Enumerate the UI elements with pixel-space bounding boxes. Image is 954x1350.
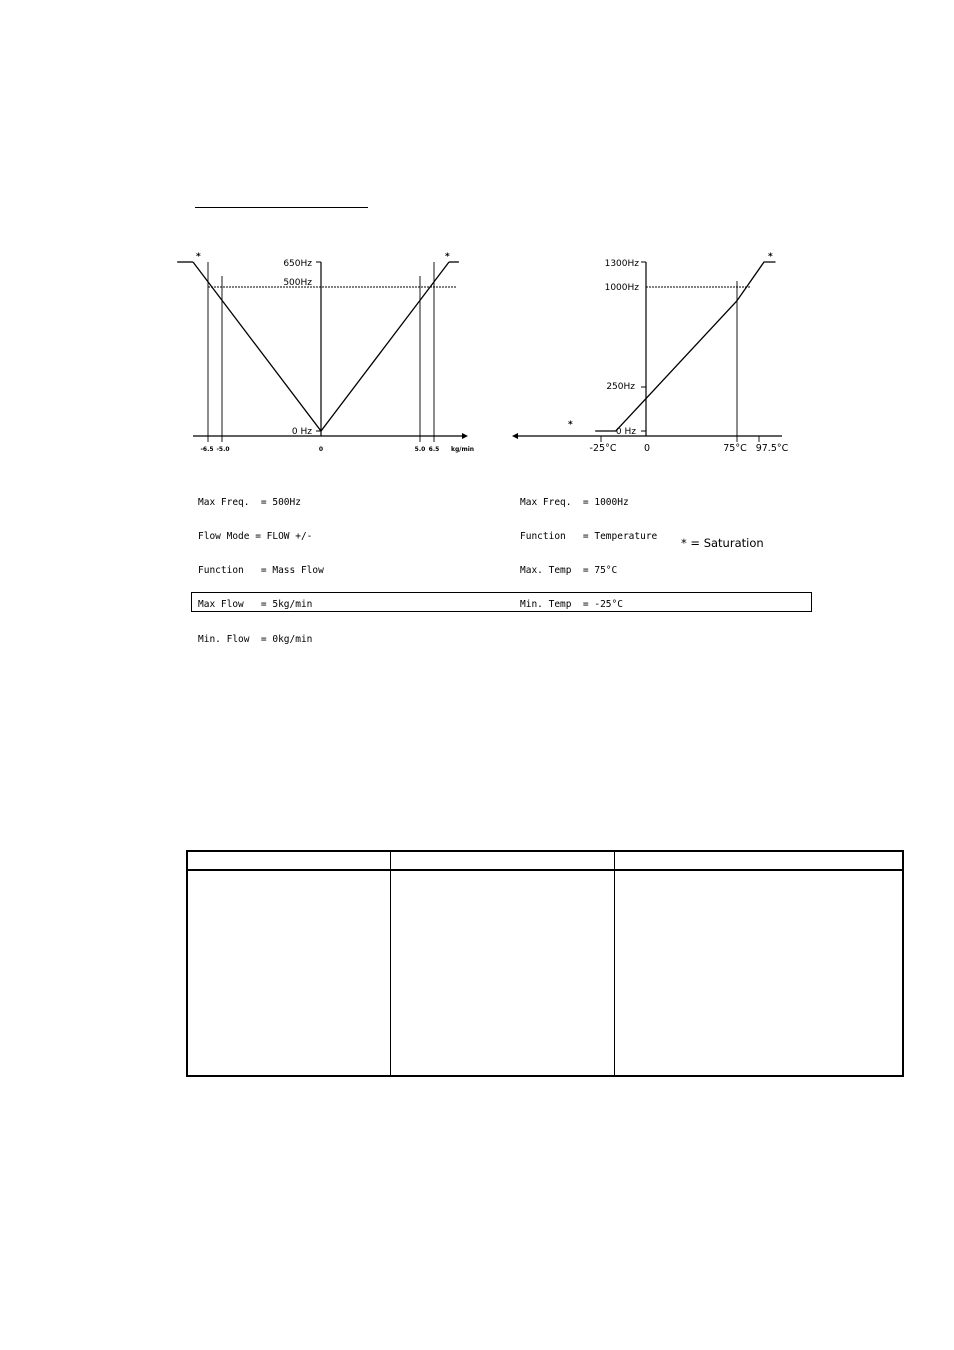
right-xtick-neg25: -25°C	[589, 443, 617, 454]
right-param-max-freq: Max Freq. = 1000Hz	[520, 496, 629, 508]
right-ytick-1000: 1000Hz	[604, 283, 639, 293]
left-xtick-neg65: -6.5	[200, 446, 214, 453]
right-saturation-mark-low: *	[568, 420, 573, 430]
left-chart-axes	[193, 262, 468, 442]
left-xtick-65: 6.5	[428, 446, 440, 453]
figure-caption-box	[191, 592, 812, 612]
right-ytick-0: 0 Hz	[615, 427, 636, 437]
table-column-divider-1	[390, 852, 391, 1075]
table-header-divider	[188, 869, 902, 871]
left-chart-parameters	[198, 474, 324, 656]
left-saturation-mark-positive: *	[445, 252, 450, 262]
right-param-max-temp: Max. Temp = 75°C	[520, 565, 618, 577]
left-param-function: Function = Mass Flow	[198, 565, 324, 577]
left-param-flow-mode: Flow Mode = FLOW +/-	[198, 531, 313, 543]
saturation-legend: * = Saturation	[681, 536, 764, 550]
right-param-function: Function = Temperature	[520, 531, 658, 543]
left-ytick-500: 500Hz	[283, 278, 312, 288]
left-param-min-flow: Min. Flow = 0kg/min	[198, 633, 313, 645]
left-param-max-flow: Max Flow = 5kg/min	[198, 599, 313, 611]
right-ytick-250: 250Hz	[606, 382, 635, 392]
left-xtick-neg50: -5.0	[216, 446, 230, 453]
right-ytick-1300: 1300Hz	[604, 259, 639, 269]
right-saturation-mark-high: *	[768, 252, 773, 262]
table-column-divider-2	[614, 852, 615, 1075]
left-ytick-0: 0 Hz	[291, 427, 312, 437]
left-xtick-0: 0	[318, 446, 324, 453]
right-xtick-75: 75°C	[723, 443, 747, 454]
left-ytick-650: 650Hz	[283, 259, 312, 269]
left-xtick-50: 5.0	[414, 446, 426, 453]
right-xtick-975: 97.5°C	[755, 443, 789, 454]
parameter-table	[186, 850, 904, 1077]
left-x-unit: kg/min	[451, 446, 475, 453]
left-saturation-mark-negative: *	[196, 252, 201, 262]
right-chart-axes	[512, 262, 782, 442]
right-param-min-temp: Min. Temp = -25°C	[520, 599, 623, 611]
left-param-max-freq: Max Freq. = 500Hz	[198, 496, 301, 508]
right-xtick-0: 0	[643, 443, 651, 454]
